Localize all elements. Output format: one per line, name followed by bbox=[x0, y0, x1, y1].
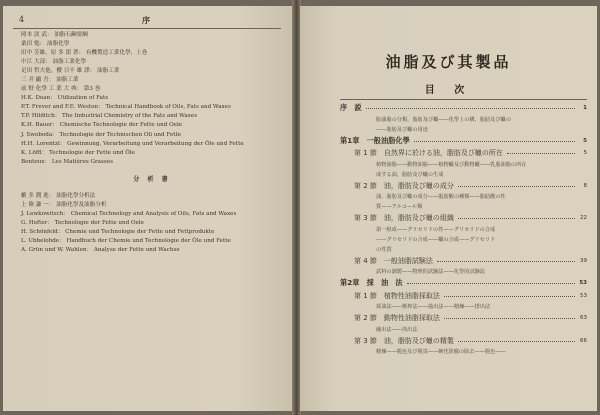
toc-leader-dots bbox=[444, 318, 575, 320]
toc-leader-dots bbox=[444, 296, 575, 298]
toc-entry-label: 第2章 採 油 法 bbox=[340, 278, 403, 287]
toc-page-number: 1 bbox=[583, 105, 587, 111]
toc-leader-dots bbox=[458, 186, 575, 188]
toc-section bbox=[340, 212, 587, 225]
reference-entry: 藪 多 潤 進： 油脂化學分析法 bbox=[21, 192, 96, 199]
toc-page-number: 63 bbox=[580, 315, 587, 321]
reference-entry: P.T. Frever and F.E. Weston： Technical Handbook of Oils, Fats and Waxes bbox=[21, 104, 231, 111]
toc-subentry bbox=[340, 170, 587, 180]
toc-subentry bbox=[340, 347, 587, 357]
toc-chapter bbox=[340, 277, 587, 290]
toc-entry-label: 第 3 節 油，脂肪及び蠟の精製 bbox=[354, 336, 454, 345]
reference-entry: K. Löffl： Technologie der Fette und Öle bbox=[21, 149, 135, 156]
toc-entry-label: 第 4 節 一般油脂試験法 bbox=[354, 256, 433, 265]
reference-entry: T.P. Hilditch： The Industrial Chemistry of the Fats and Waxes bbox=[21, 113, 198, 120]
reference-entry: 田中 芳雄，原 多 郎 著： 有機製造工業化學，上巻 bbox=[21, 50, 148, 57]
toc-page-number: 66 bbox=[580, 337, 587, 344]
right-page bbox=[300, 6, 597, 411]
toc-subentry bbox=[340, 302, 587, 312]
toc-subentry-text: 質——アルコール類 bbox=[376, 204, 423, 210]
toc-section bbox=[340, 180, 587, 193]
toc-page-number: 53 bbox=[579, 280, 587, 286]
toc-subentry bbox=[340, 192, 587, 202]
toc-heading: 目 次 bbox=[424, 85, 473, 96]
toc-section bbox=[340, 290, 587, 303]
reference-entry: J. Lewkowitsch： Chemical Technology and Analysis of Oils, Fats and Waxes bbox=[21, 210, 237, 217]
toc-leader-dots bbox=[458, 341, 575, 343]
toc-subentry-text: 第一組成——グリセリドの性——グリセリドの合成 bbox=[376, 226, 496, 233]
toc-subentry-text: ——グリセリドの合成——蠟の合成——グリセリド bbox=[376, 236, 496, 243]
toc-entry-label: 第1章 一般油脂化學 bbox=[340, 135, 410, 145]
left-page bbox=[3, 6, 293, 411]
toc-entry-label: 第 1 節 自然界に於ける油，脂肪及び蠟の所在 bbox=[354, 149, 503, 157]
toc-entry-label: 序 説 bbox=[340, 103, 362, 112]
toc-chapter bbox=[340, 102, 587, 115]
reference-entry: 桑田 勉： 油脂化學 bbox=[21, 41, 70, 48]
toc-leader-dots bbox=[414, 141, 575, 143]
toc-subentry bbox=[340, 245, 587, 255]
toc-subentry bbox=[340, 202, 587, 212]
reference-entry: J. Swoboda： Technologie der Technischen Oli und Fette bbox=[21, 131, 182, 138]
toc-section bbox=[340, 147, 587, 160]
toc-entry-label: 第 2 節 油，脂肪及び蠟の成分 bbox=[354, 181, 454, 190]
reference-entry: 足田 哲夫他，櫻 日不 雄 譯： 油脂工業 bbox=[21, 68, 120, 75]
toc-leader-dots bbox=[507, 153, 575, 155]
section-gap bbox=[21, 184, 283, 192]
reference-entry: H.H. Lorentzl： Gewinnung, Verarbeitung und Verarbeitung der Öle und Fette bbox=[21, 140, 244, 147]
toc-subentry-text: 脂油脂の分類，脂肪及び蠟——化學上の構，脂肪及び蠟の bbox=[376, 116, 511, 123]
reference-entry: G. Hefter： Technologie der Fette und Oele bbox=[21, 219, 144, 226]
reference-entry: 岡本 淡 武： 油脂石鹸要綱 bbox=[21, 32, 88, 38]
reference-entry: 前 野 化學 工 業 大 典： 第3 巻 bbox=[21, 86, 101, 93]
reference-entry: K.H. Bauer： Chemische Technologie der Fette und Oele bbox=[21, 122, 183, 129]
toc-leader-dots bbox=[407, 283, 575, 285]
bibliography-list bbox=[21, 31, 283, 255]
toc-page-number: 5 bbox=[583, 150, 587, 156]
toc-subentry-text: 試料の調製——物理的試験法——化學的試験法 bbox=[376, 269, 485, 275]
toc-leader-dots bbox=[458, 218, 575, 220]
reference-entry: 上 條 謙 一： 油脂化學及油脂分析 bbox=[21, 201, 107, 208]
toc-subentry bbox=[340, 267, 587, 277]
reference-entry: 中江 大部： 油脂工業化學 bbox=[21, 59, 87, 66]
left-page-header bbox=[13, 14, 281, 29]
toc-page-number: 22 bbox=[580, 215, 587, 221]
toc-subentry bbox=[340, 125, 587, 135]
reference-entry: A. Grün und W. Wahlen： Analyse der Fette und Wachse bbox=[21, 247, 180, 254]
toc-subentry-text: 成する油，脂肪及び蠟の生成 bbox=[376, 171, 444, 178]
table-of-contents bbox=[340, 102, 587, 357]
section-title: 分 析 書 bbox=[133, 175, 171, 183]
header-title: 序 bbox=[142, 16, 152, 25]
toc-subentry bbox=[340, 325, 587, 335]
section-gap bbox=[21, 167, 283, 175]
toc-entry-label: 第 3 節 油，脂肪及び蠟の組織 bbox=[354, 214, 454, 222]
toc-entry-label: 第 2 節 動物性油脂採取法 bbox=[354, 314, 440, 322]
toc-subentry-text: 精煉——脱色及び脱臭——硬化防腐の除去——脱色—— bbox=[376, 349, 506, 355]
toc-subentry-text: の性質 bbox=[376, 246, 392, 253]
toc-leader-dots bbox=[366, 108, 575, 110]
reference-entry: H. Schönfeld： Chemie und Technologie der Fette und Fettprodukte bbox=[21, 228, 215, 235]
reference-entry: Bontoux： Les Matières Grasses bbox=[21, 158, 113, 165]
toc-page-number: 5 bbox=[583, 137, 587, 144]
toc-chapter bbox=[340, 135, 587, 148]
toc-subentry bbox=[340, 160, 587, 170]
toc-leader-dots bbox=[437, 261, 575, 263]
toc-subentry-text: 植物油脂——動物油脂——植物蠟及び動物蠟——乳脂油脂の所在 bbox=[376, 161, 527, 168]
toc-subentry bbox=[340, 115, 587, 125]
book-title: 油脂及び其製品 bbox=[385, 53, 512, 71]
toc-divider bbox=[340, 99, 587, 100]
toc-subentry-text: 採油法——壓搾法——抽出法——精煉——排出法 bbox=[376, 304, 491, 310]
reference-entry: L. Ubbelohde： Handbuch der Chemie und Technologie der Öle und Fette bbox=[21, 237, 231, 244]
toc-page-number: 53 bbox=[580, 292, 587, 299]
toc-page-number: 39 bbox=[580, 257, 587, 264]
reference-entry: H.K. Dean： Utilization of Fats bbox=[21, 95, 109, 102]
toc-section bbox=[340, 335, 587, 348]
toc-entry-label: 第 1 節 植物性油脂採取法 bbox=[354, 291, 440, 300]
toc-subentry-text: ——脂肪及び蠟の用途 bbox=[376, 126, 428, 133]
toc-subentry bbox=[340, 235, 587, 245]
toc-subentry-text: 油，脂肪及び蠟の成分——脂肪酸の種類——脂肪酸の性 bbox=[376, 194, 506, 200]
toc-subentry-text: 融出法——煎出法 bbox=[376, 326, 418, 333]
page-number: 4 bbox=[19, 15, 25, 24]
toc-subentry bbox=[340, 225, 587, 235]
reference-entry: 三 井 顯 吾： 油脂工業 bbox=[21, 77, 79, 84]
toc-section bbox=[340, 255, 587, 268]
toc-section bbox=[340, 312, 587, 325]
toc-page-number: 8 bbox=[583, 182, 587, 189]
